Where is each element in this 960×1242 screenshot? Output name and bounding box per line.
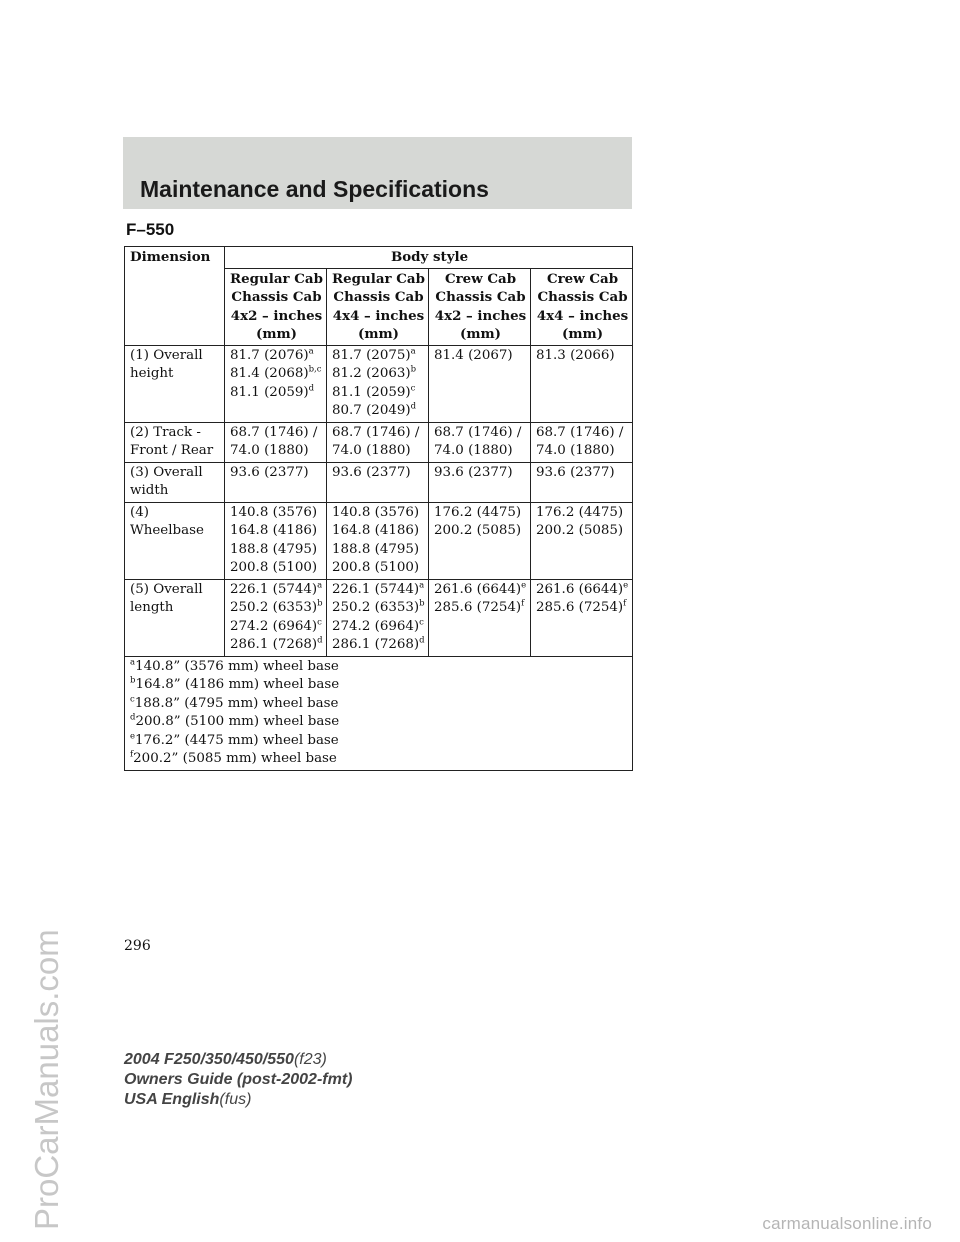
footnote xyxy=(130,750,629,769)
value-line xyxy=(230,442,323,461)
column-header-line: (mm) xyxy=(562,326,604,342)
value-text: 176.2 (4475) xyxy=(536,504,624,520)
value-line xyxy=(230,636,323,655)
value-text: 74.0 (1880) xyxy=(332,443,411,458)
footnotes xyxy=(125,656,633,770)
column-header-line: Chassis Cab xyxy=(231,289,322,305)
footer-guide: Owners Guide (post-2002-fmt) xyxy=(124,1071,353,1088)
value-line xyxy=(332,599,425,618)
value-line xyxy=(230,347,323,366)
value-text: 261.6 (6644) xyxy=(434,581,522,597)
footnote xyxy=(130,658,629,677)
table-row xyxy=(125,422,633,462)
value-line xyxy=(332,522,425,541)
value-text: 164.8 (4186) xyxy=(332,523,420,538)
footnote xyxy=(130,732,629,751)
value-line xyxy=(332,636,425,655)
column-header xyxy=(225,268,327,345)
value-line xyxy=(332,384,425,403)
value-line xyxy=(230,424,323,443)
value-line xyxy=(434,464,527,483)
value-text: 68.7 (1746) / xyxy=(332,424,420,440)
footnote-marker: a xyxy=(308,346,314,357)
value-line xyxy=(332,541,425,560)
footnote-marker: a xyxy=(419,580,425,591)
footnote-marker: c xyxy=(317,617,322,628)
column-header-line: (mm) xyxy=(357,326,399,342)
footnote-marker: b xyxy=(410,364,417,375)
bottom-watermark: carmanualsonline.info xyxy=(762,1214,932,1233)
value-text: 188.8 (4795) xyxy=(332,541,420,557)
column-header-line: 4x4 – inches xyxy=(536,307,629,324)
value-line xyxy=(536,347,629,366)
value-line xyxy=(434,599,527,618)
value-cell xyxy=(429,462,531,502)
dimension-label-line: length xyxy=(130,600,174,615)
footnote xyxy=(130,676,629,695)
table-row xyxy=(125,579,633,656)
dimension-cell xyxy=(125,502,225,579)
footnote-marker: d xyxy=(308,383,315,394)
value-text: 81.1 (2059) xyxy=(230,384,309,400)
dimension-cell xyxy=(125,422,225,462)
value-line xyxy=(332,559,425,578)
footnote-marker: f xyxy=(521,598,525,609)
value-cell xyxy=(429,502,531,579)
value-line xyxy=(332,504,425,523)
footnote-marker: d xyxy=(410,401,417,412)
value-line xyxy=(332,365,425,384)
footnote-text: 176.2” (4475 mm) wheel base xyxy=(135,732,339,748)
value-line xyxy=(332,618,425,637)
column-header-line: 4x2 – inches xyxy=(434,307,527,324)
value-line xyxy=(434,504,527,523)
body-style-header: Body style xyxy=(225,247,633,269)
value-cell xyxy=(531,502,633,579)
document-footer xyxy=(124,1050,352,1110)
side-watermark xyxy=(8,690,74,1230)
value-text: 226.1 (5744) xyxy=(332,581,420,597)
footnote-marker: f xyxy=(130,749,134,760)
value-line xyxy=(536,599,629,618)
value-text: 68.7 (1746) / xyxy=(434,424,522,440)
value-text: 285.6 (7254) xyxy=(536,600,624,615)
value-line xyxy=(434,442,527,461)
value-text: 285.6 (7254) xyxy=(434,600,522,615)
value-text: 140.8 (3576) xyxy=(230,504,318,520)
value-text: 81.7 (2076) xyxy=(230,347,309,363)
value-cell xyxy=(225,422,327,462)
value-line xyxy=(332,581,425,600)
footnotes-row xyxy=(125,656,633,770)
value-text: 200.2 (5085) xyxy=(434,523,522,538)
value-cell xyxy=(327,422,429,462)
footer-language: USA English xyxy=(124,1091,220,1108)
table-row xyxy=(125,502,633,579)
footnote-marker: e xyxy=(130,731,136,742)
value-text: 93.6 (2377) xyxy=(332,464,411,480)
table-row xyxy=(125,345,633,422)
value-cell xyxy=(429,345,531,422)
value-cell xyxy=(225,502,327,579)
value-text: 80.7 (2049) xyxy=(332,403,411,418)
table-header-row xyxy=(125,247,633,269)
value-text: 81.4 (2068) xyxy=(230,366,309,381)
column-header-line: Regular Cab xyxy=(230,270,323,287)
page-number: 296 xyxy=(124,938,151,954)
value-cell xyxy=(327,462,429,502)
value-text: 74.0 (1880) xyxy=(230,443,309,458)
dimension-cell xyxy=(125,345,225,422)
footnote xyxy=(130,713,629,732)
column-header xyxy=(327,268,429,345)
value-line xyxy=(230,384,323,403)
dimension-label-line: height xyxy=(130,366,174,381)
value-line xyxy=(332,402,425,421)
footnote-marker: d xyxy=(317,635,323,646)
value-cell xyxy=(225,579,327,656)
value-line xyxy=(434,581,527,600)
value-cell xyxy=(531,422,633,462)
column-header-line: Regular Cab xyxy=(332,270,425,287)
value-cell xyxy=(225,462,327,502)
value-line xyxy=(536,504,629,523)
dimension-label-line: (1) Overall xyxy=(130,347,203,363)
dimension-label-line: (2) Track - xyxy=(130,424,201,440)
value-line xyxy=(536,442,629,461)
footnote-marker: b xyxy=(130,675,136,686)
value-text: 176.2 (4475) xyxy=(434,504,522,520)
dimension-label-line: Front / Rear xyxy=(130,443,214,458)
table-row xyxy=(125,462,633,502)
value-text: 93.6 (2377) xyxy=(434,464,513,480)
column-header-line: 4x4 – inches xyxy=(332,307,425,324)
value-text: 68.7 (1746) / xyxy=(536,424,624,440)
value-cell xyxy=(531,579,633,656)
footnote-marker: c xyxy=(130,694,135,705)
value-cell xyxy=(225,345,327,422)
footnote-marker: b,c xyxy=(308,364,322,375)
table-body xyxy=(125,345,633,656)
value-text: 140.8 (3576) xyxy=(332,504,420,520)
value-text: 81.7 (2075) xyxy=(332,347,411,363)
value-text: 81.3 (2066) xyxy=(536,347,615,363)
value-text: 200.8 (5100) xyxy=(332,560,420,575)
footnote-marker: f xyxy=(623,598,627,609)
value-cell xyxy=(327,345,429,422)
footer-line xyxy=(124,1070,352,1090)
value-text: 81.2 (2063) xyxy=(332,366,411,381)
footer-model: 2004 F250/350/450/550 xyxy=(124,1051,294,1068)
footnote-marker: a xyxy=(317,580,323,591)
value-text: 261.6 (6644) xyxy=(536,581,624,597)
value-line xyxy=(332,347,425,366)
value-line xyxy=(230,504,323,523)
value-line xyxy=(230,559,323,578)
footnote-marker: a xyxy=(410,346,416,357)
footer-line xyxy=(124,1090,352,1110)
value-cell xyxy=(531,462,633,502)
footnote-marker: d xyxy=(130,712,136,723)
value-line xyxy=(230,599,323,618)
value-text: 68.7 (1746) / xyxy=(230,424,318,440)
value-text: 200.2 (5085) xyxy=(536,523,624,538)
footnote xyxy=(130,695,629,714)
column-header-line: Crew Cab xyxy=(546,270,619,287)
value-line xyxy=(332,464,425,483)
value-cell xyxy=(531,345,633,422)
footnote-marker: c xyxy=(410,383,416,394)
footer-line xyxy=(124,1050,352,1070)
value-line xyxy=(434,522,527,541)
column-header-line: 4x2 – inches xyxy=(230,307,323,324)
footnote-marker: d xyxy=(419,635,425,646)
value-cell xyxy=(429,579,531,656)
value-text: 81.1 (2059) xyxy=(332,384,411,400)
column-header-line: Chassis Cab xyxy=(537,289,628,305)
column-header-line: Crew Cab xyxy=(444,270,517,287)
value-line xyxy=(536,464,629,483)
side-watermark-text: ProCarManuals.com xyxy=(28,929,65,1230)
value-text: 81.4 (2067) xyxy=(434,347,513,363)
dimension-header: Dimension xyxy=(125,247,225,346)
footnote-marker: b xyxy=(419,598,425,609)
footnote-marker: b xyxy=(317,598,323,609)
value-line xyxy=(434,424,527,443)
column-header-line: (mm) xyxy=(255,326,297,342)
footnote-marker: e xyxy=(521,580,527,591)
value-line xyxy=(230,541,323,560)
value-text: 93.6 (2377) xyxy=(536,464,615,480)
footnote-marker: a xyxy=(130,657,136,668)
dimension-label-line: (3) Overall xyxy=(130,464,203,480)
footnote-text: 164.8” (4186 mm) wheel base xyxy=(135,677,340,692)
footnote-text: 188.8” (4795 mm) wheel base xyxy=(134,695,339,711)
value-text: 74.0 (1880) xyxy=(536,443,615,458)
value-line xyxy=(230,522,323,541)
footnote-marker: e xyxy=(623,580,629,591)
column-header-line: Chassis Cab xyxy=(333,289,424,305)
dimension-cell xyxy=(125,462,225,502)
value-line xyxy=(536,424,629,443)
value-text: 188.8 (4795) xyxy=(230,541,318,557)
column-header-line: Chassis Cab xyxy=(435,289,526,305)
value-line xyxy=(434,347,527,366)
dimension-label-line: Wheelbase xyxy=(130,523,204,538)
dimension-label-line: (4) xyxy=(130,504,149,520)
dimension-label-line: (5) Overall xyxy=(130,581,203,597)
value-cell xyxy=(327,502,429,579)
footnote-text: 140.8” (3576 mm) wheel base xyxy=(135,658,339,674)
dimension-cell xyxy=(125,579,225,656)
value-text: 164.8 (4186) xyxy=(230,523,318,538)
value-line xyxy=(536,581,629,600)
value-line xyxy=(230,618,323,637)
column-header-line: (mm) xyxy=(459,326,501,342)
section-title: Maintenance and Specifications xyxy=(140,176,489,202)
column-header xyxy=(531,268,633,345)
footer-code: (fus) xyxy=(219,1091,252,1108)
value-text: 74.0 (1880) xyxy=(434,443,513,458)
value-text: 93.6 (2377) xyxy=(230,464,309,480)
model-title: F–550 xyxy=(126,220,175,239)
value-line xyxy=(536,522,629,541)
dimensions-table xyxy=(124,246,633,771)
value-line xyxy=(332,442,425,461)
footnote-marker: c xyxy=(419,617,424,628)
value-text: 200.8 (5100) xyxy=(230,560,318,575)
value-text: 250.2 (6353) xyxy=(230,600,318,615)
footnote-text: 200.2” (5085 mm) wheel base xyxy=(133,751,337,766)
value-line xyxy=(230,365,323,384)
value-line xyxy=(230,464,323,483)
value-line xyxy=(230,581,323,600)
value-text: 286.1 (7268) xyxy=(230,637,318,652)
value-text: 286.1 (7268) xyxy=(332,637,420,652)
value-text: 250.2 (6353) xyxy=(332,600,420,615)
value-text: 274.2 (6964) xyxy=(230,618,318,634)
value-cell xyxy=(429,422,531,462)
footer-code: (f23) xyxy=(293,1051,327,1068)
value-line xyxy=(332,424,425,443)
dimension-label-line: width xyxy=(130,483,169,498)
value-cell xyxy=(327,579,429,656)
column-header xyxy=(429,268,531,345)
value-text: 226.1 (5744) xyxy=(230,581,318,597)
value-text: 274.2 (6964) xyxy=(332,618,420,634)
footnote-text: 200.8” (5100 mm) wheel base xyxy=(135,714,340,729)
